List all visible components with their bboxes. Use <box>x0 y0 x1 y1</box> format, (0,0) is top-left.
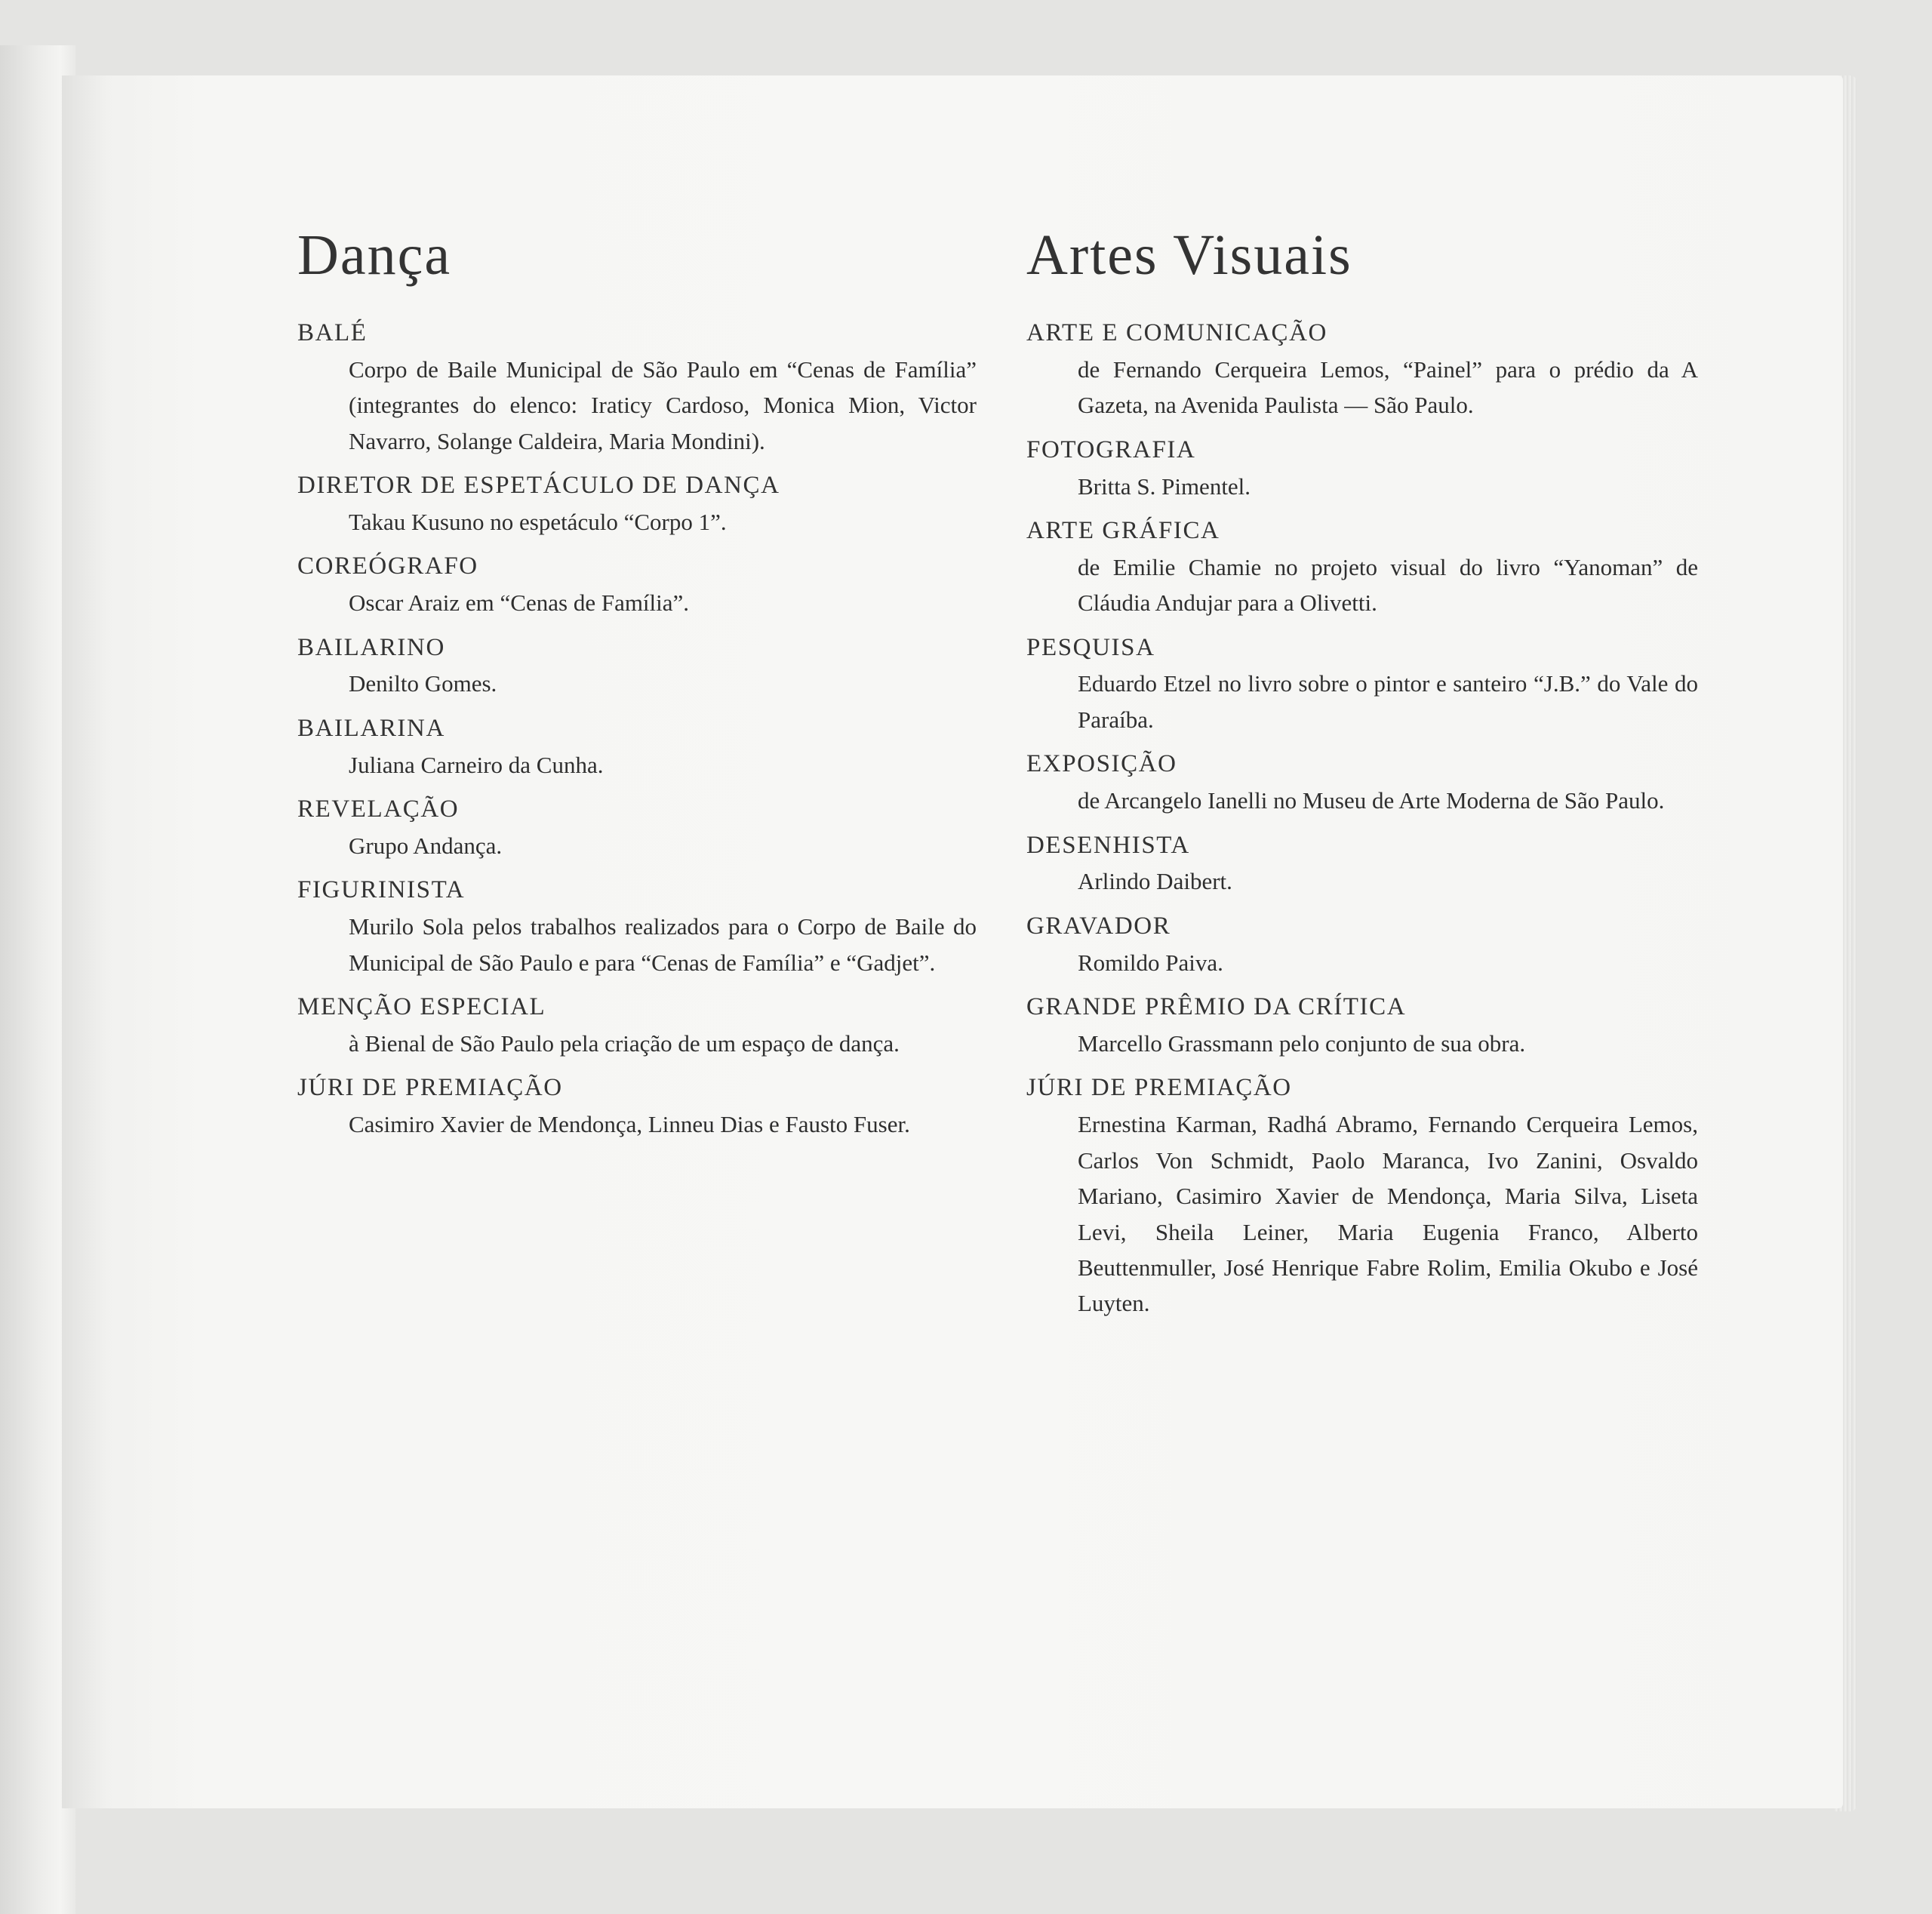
award-category: EXPOSIÇÃO <box>1026 750 1177 778</box>
award-entry <box>1026 315 1698 423</box>
award-entry <box>1026 909 1698 980</box>
award-description: de Fernando Cerqueira Lemos, “Painel” para o prédio da A Gazeta, na Avenida Paulista — São Paulo. <box>1078 355 1698 419</box>
award-description: Grupo Andança. <box>349 832 503 860</box>
award-entry <box>1026 1070 1698 1321</box>
award-description: Murilo Sola pelos trabalhos realizados para o Corpo de Baile do Municipal de São Paulo e para “Cenas de Família” e “Gadjet”. <box>349 913 977 976</box>
award-entry <box>297 872 977 980</box>
award-entry <box>297 549 977 620</box>
award-description: Arlindo Daibert. <box>1078 868 1232 895</box>
artes-visuais-section <box>1026 223 1698 1331</box>
award-entry <box>297 792 977 863</box>
award-description: Romildo Paiva. <box>1078 949 1223 976</box>
award-description: Juliana Carneiro da Cunha. <box>349 751 604 778</box>
award-category: COREÓGRAFO <box>297 552 478 580</box>
award-description: Ernestina Karman, Radhá Abramo, Fernando Cerqueira Lemos, Carlos Von Schmidt, Paolo Maranca, Ivo Zanini, Osvaldo Mariano, Casimiro Xavier de Mendonça, Maria Silva, Liseta Levi, Sheila Leiner, Maria Eugenia Franco, Alberto Beuttenmuller, José Henrique Fabre Rolim, Emilia Okubo e José Luyten. <box>1078 1111 1698 1317</box>
award-entry <box>297 315 977 459</box>
award-description: de Arcangelo Ianelli no Museu de Arte Moderna de São Paulo. <box>1078 787 1665 814</box>
award-category: ARTE GRÁFICA <box>1026 516 1220 544</box>
section-title-artes-visuais: Artes Visuais <box>1026 223 1352 287</box>
award-entry <box>1026 989 1698 1061</box>
award-category: GRANDE PRÊMIO DA CRÍTICA <box>1026 993 1407 1021</box>
award-description: Britta S. Pimentel. <box>1078 472 1251 500</box>
award-description: Corpo de Baile Municipal de São Paulo em “Cenas de Família” (integrantes do elenco: Iraticy Cardoso, Monica Mion, Victor Navarro, Solange Caldeira, Maria Mondini). <box>349 355 977 454</box>
award-description: Eduardo Etzel no livro sobre o pintor e santeiro “J.B.” do Vale do Paraíba. <box>1078 670 1698 733</box>
award-entry <box>297 468 977 540</box>
award-category: GRAVADOR <box>1026 912 1171 940</box>
award-description: de Emilie Chamie no projeto visual do livro “Yanoman” de Cláudia Andujar para a Olivetti. <box>1078 553 1698 617</box>
award-entry <box>1026 746 1698 818</box>
award-description: Marcello Grassmann pelo conjunto de sua obra. <box>1078 1029 1526 1057</box>
award-category: DESENHISTA <box>1026 831 1190 859</box>
award-category: BALÉ <box>297 319 368 346</box>
award-description: Casimiro Xavier de Mendonça, Linneu Dias e Fausto Fuser. <box>349 1111 910 1138</box>
award-entry <box>1026 513 1698 621</box>
award-category: ARTE E COMUNICAÇÃO <box>1026 319 1327 346</box>
gutter-shadow <box>62 75 107 1808</box>
danca-section <box>297 223 977 1152</box>
award-entry <box>297 1070 977 1142</box>
award-category: REVELAÇÃO <box>297 795 460 823</box>
award-category: DIRETOR DE ESPETÁCULO DE DANÇA <box>297 472 780 500</box>
award-category: BAILARINA <box>297 714 445 742</box>
award-description: Takau Kusuno no espetáculo “Corpo 1”. <box>349 508 727 535</box>
award-entry <box>1026 432 1698 504</box>
award-entry <box>297 711 977 783</box>
award-description: à Bienal de São Paulo pela criação de um espaço de dança. <box>349 1029 900 1057</box>
award-description: Oscar Araiz em “Cenas de Família”. <box>349 589 690 617</box>
award-entry <box>1026 630 1698 738</box>
award-category: MENÇÃO ESPECIAL <box>297 993 546 1021</box>
award-entry <box>1026 828 1698 900</box>
award-entry <box>297 989 977 1061</box>
award-category: JÚRI DE PREMIAÇÃO <box>1026 1074 1292 1102</box>
award-description: Denilto Gomes. <box>349 670 497 697</box>
award-category: FIGURINISTA <box>297 876 466 904</box>
award-entry <box>297 630 977 702</box>
award-category: FOTOGRAFIA <box>1026 435 1196 463</box>
award-category: PESQUISA <box>1026 633 1155 661</box>
section-title-danca: Dança <box>297 223 452 287</box>
award-category: JÚRI DE PREMIAÇÃO <box>297 1074 563 1102</box>
award-category: BAILARINO <box>297 633 445 661</box>
